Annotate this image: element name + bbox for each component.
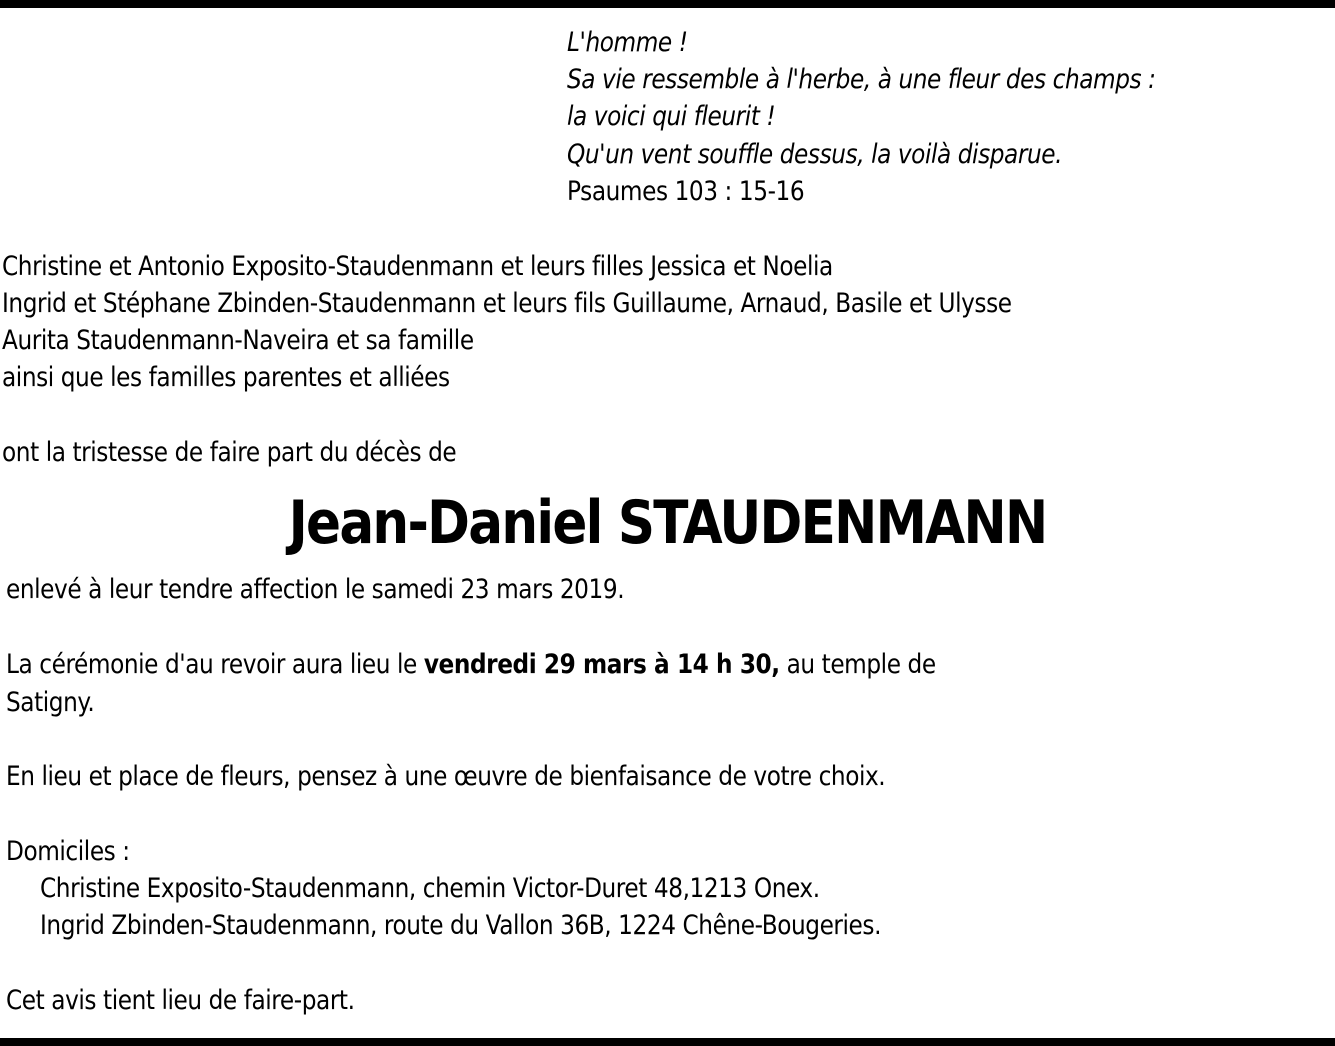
flowers-note: En lieu et place de fleurs, pensez à une œuvre de bienfaisance de votre choix.	[6, 761, 886, 792]
ceremony-prefix: La cérémonie d'au revoir aura lieu le	[6, 649, 424, 680]
poem-line-1: L'homme !	[567, 27, 688, 58]
domicile-address-1: Christine Exposito-Staudenmann, chemin Victor-Duret 48,1213 Onex.	[40, 873, 820, 904]
family-line-3: Aurita Staudenmann-Naveira et sa famille	[2, 325, 474, 356]
poem-line-3: la voici qui fleurit !	[567, 101, 776, 132]
domicile-address-2: Ingrid Zbinden-Staudenmann, route du Vallon 36B, 1224 Chêne-Bougeries.	[40, 910, 882, 941]
ceremony-suffix: au temple de	[779, 649, 936, 680]
deceased-name: Jean-Daniel STAUDENMANN	[288, 488, 1047, 558]
ceremony-line-2: Satigny.	[6, 687, 95, 718]
poem-line-4: Qu'un vent souffle dessus, la voilà disparue.	[567, 139, 1063, 170]
domiciles-label: Domiciles :	[6, 836, 130, 867]
closing-note: Cet avis tient lieu de faire-part.	[6, 985, 355, 1016]
death-notice: enlevé à leur tendre affection le samedi 23 mars 2019.	[6, 574, 625, 605]
family-line-1: Christine et Antonio Exposito-Staudenmann et leurs filles Jessica et Noelia	[2, 251, 833, 282]
family-line-2: Ingrid et Stéphane Zbinden-Staudenmann et leurs fils Guillaume, Arnaud, Basile et Ulysse	[2, 288, 1012, 319]
family-line-4: ainsi que les familles parentes et alliées	[2, 362, 450, 393]
poem-line-2: Sa vie ressemble à l'herbe, à une fleur des champs :	[567, 64, 1156, 95]
poem-reference: Psaumes 103 : 15-16	[567, 176, 805, 207]
top-rule	[0, 0, 1335, 8]
bottom-rule	[0, 1038, 1335, 1046]
ceremony-line-1	[6, 646, 936, 683]
ceremony-date: vendredi 29 mars à 14 h 30,	[423, 649, 780, 680]
announcement-text: ont la tristesse de faire part du décès de	[2, 437, 457, 468]
